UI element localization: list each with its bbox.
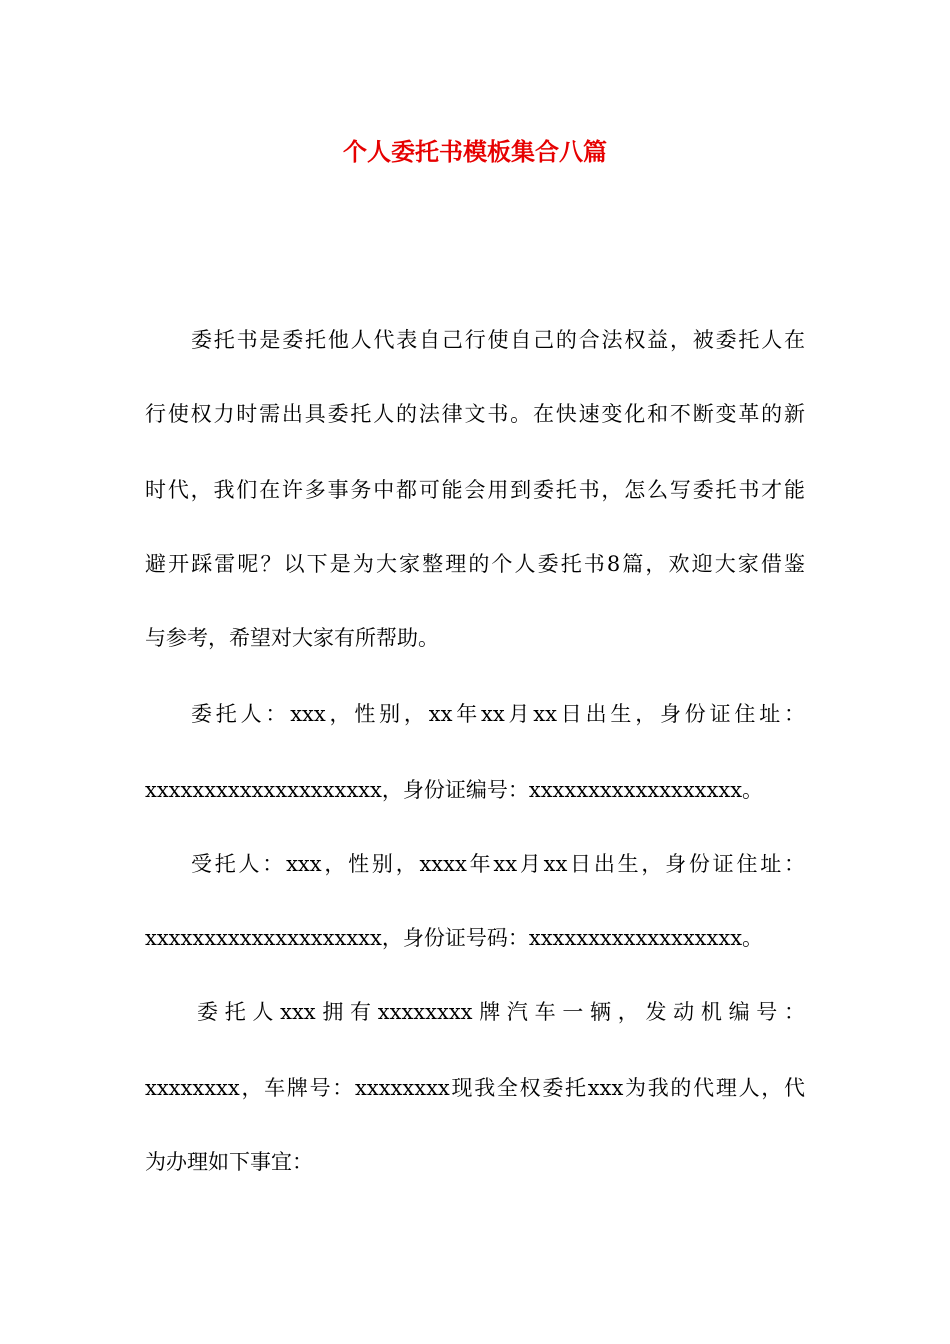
intro-line-3: 时代，我们在许多事务中都可能会用到委托书，怎么写委托书才能 bbox=[145, 478, 805, 502]
agent-line-2: xxxxxxxxxxxxxxxxxxxx，身份证号码：xxxxxxxxxxxxxxxxxx。 bbox=[145, 926, 764, 950]
vehicle-line-3: 为办理如下事宜： bbox=[145, 1150, 313, 1174]
agent-line-1: 受托人：xxx，性别，xxxx年xx月xx日出生，身份证住址： bbox=[191, 852, 805, 876]
intro-line-5: 与参考，希望对大家有所帮助。 bbox=[145, 626, 439, 650]
intro-line-1: 委托书是委托他人代表自己行使自己的合法权益，被委托人在 bbox=[191, 328, 805, 352]
vehicle-line-2: xxxxxxxx，车牌号：xxxxxxxx现我全权委托xxx为我的代理人，代 bbox=[145, 1076, 805, 1100]
intro-line-4: 避开踩雷呢？以下是为大家整理的个人委托书8篇，欢迎大家借鉴 bbox=[145, 552, 805, 576]
document-title: 个人委托书模板集合八篇 bbox=[343, 137, 607, 166]
principal-line-1: 委托人：xxx，性别，xx年xx月xx日出生，身份证住址： bbox=[191, 702, 805, 726]
intro-line-2: 行使权力时需出具委托人的法律文书。在快速变化和不断变革的新 bbox=[145, 402, 805, 426]
vehicle-line-1: 委托人xxx拥有xxxxxxxx牌汽车一辆，发动机编号： bbox=[197, 1000, 805, 1024]
principal-line-2: xxxxxxxxxxxxxxxxxxxx，身份证编号：xxxxxxxxxxxxxxxxxx。 bbox=[145, 778, 764, 802]
